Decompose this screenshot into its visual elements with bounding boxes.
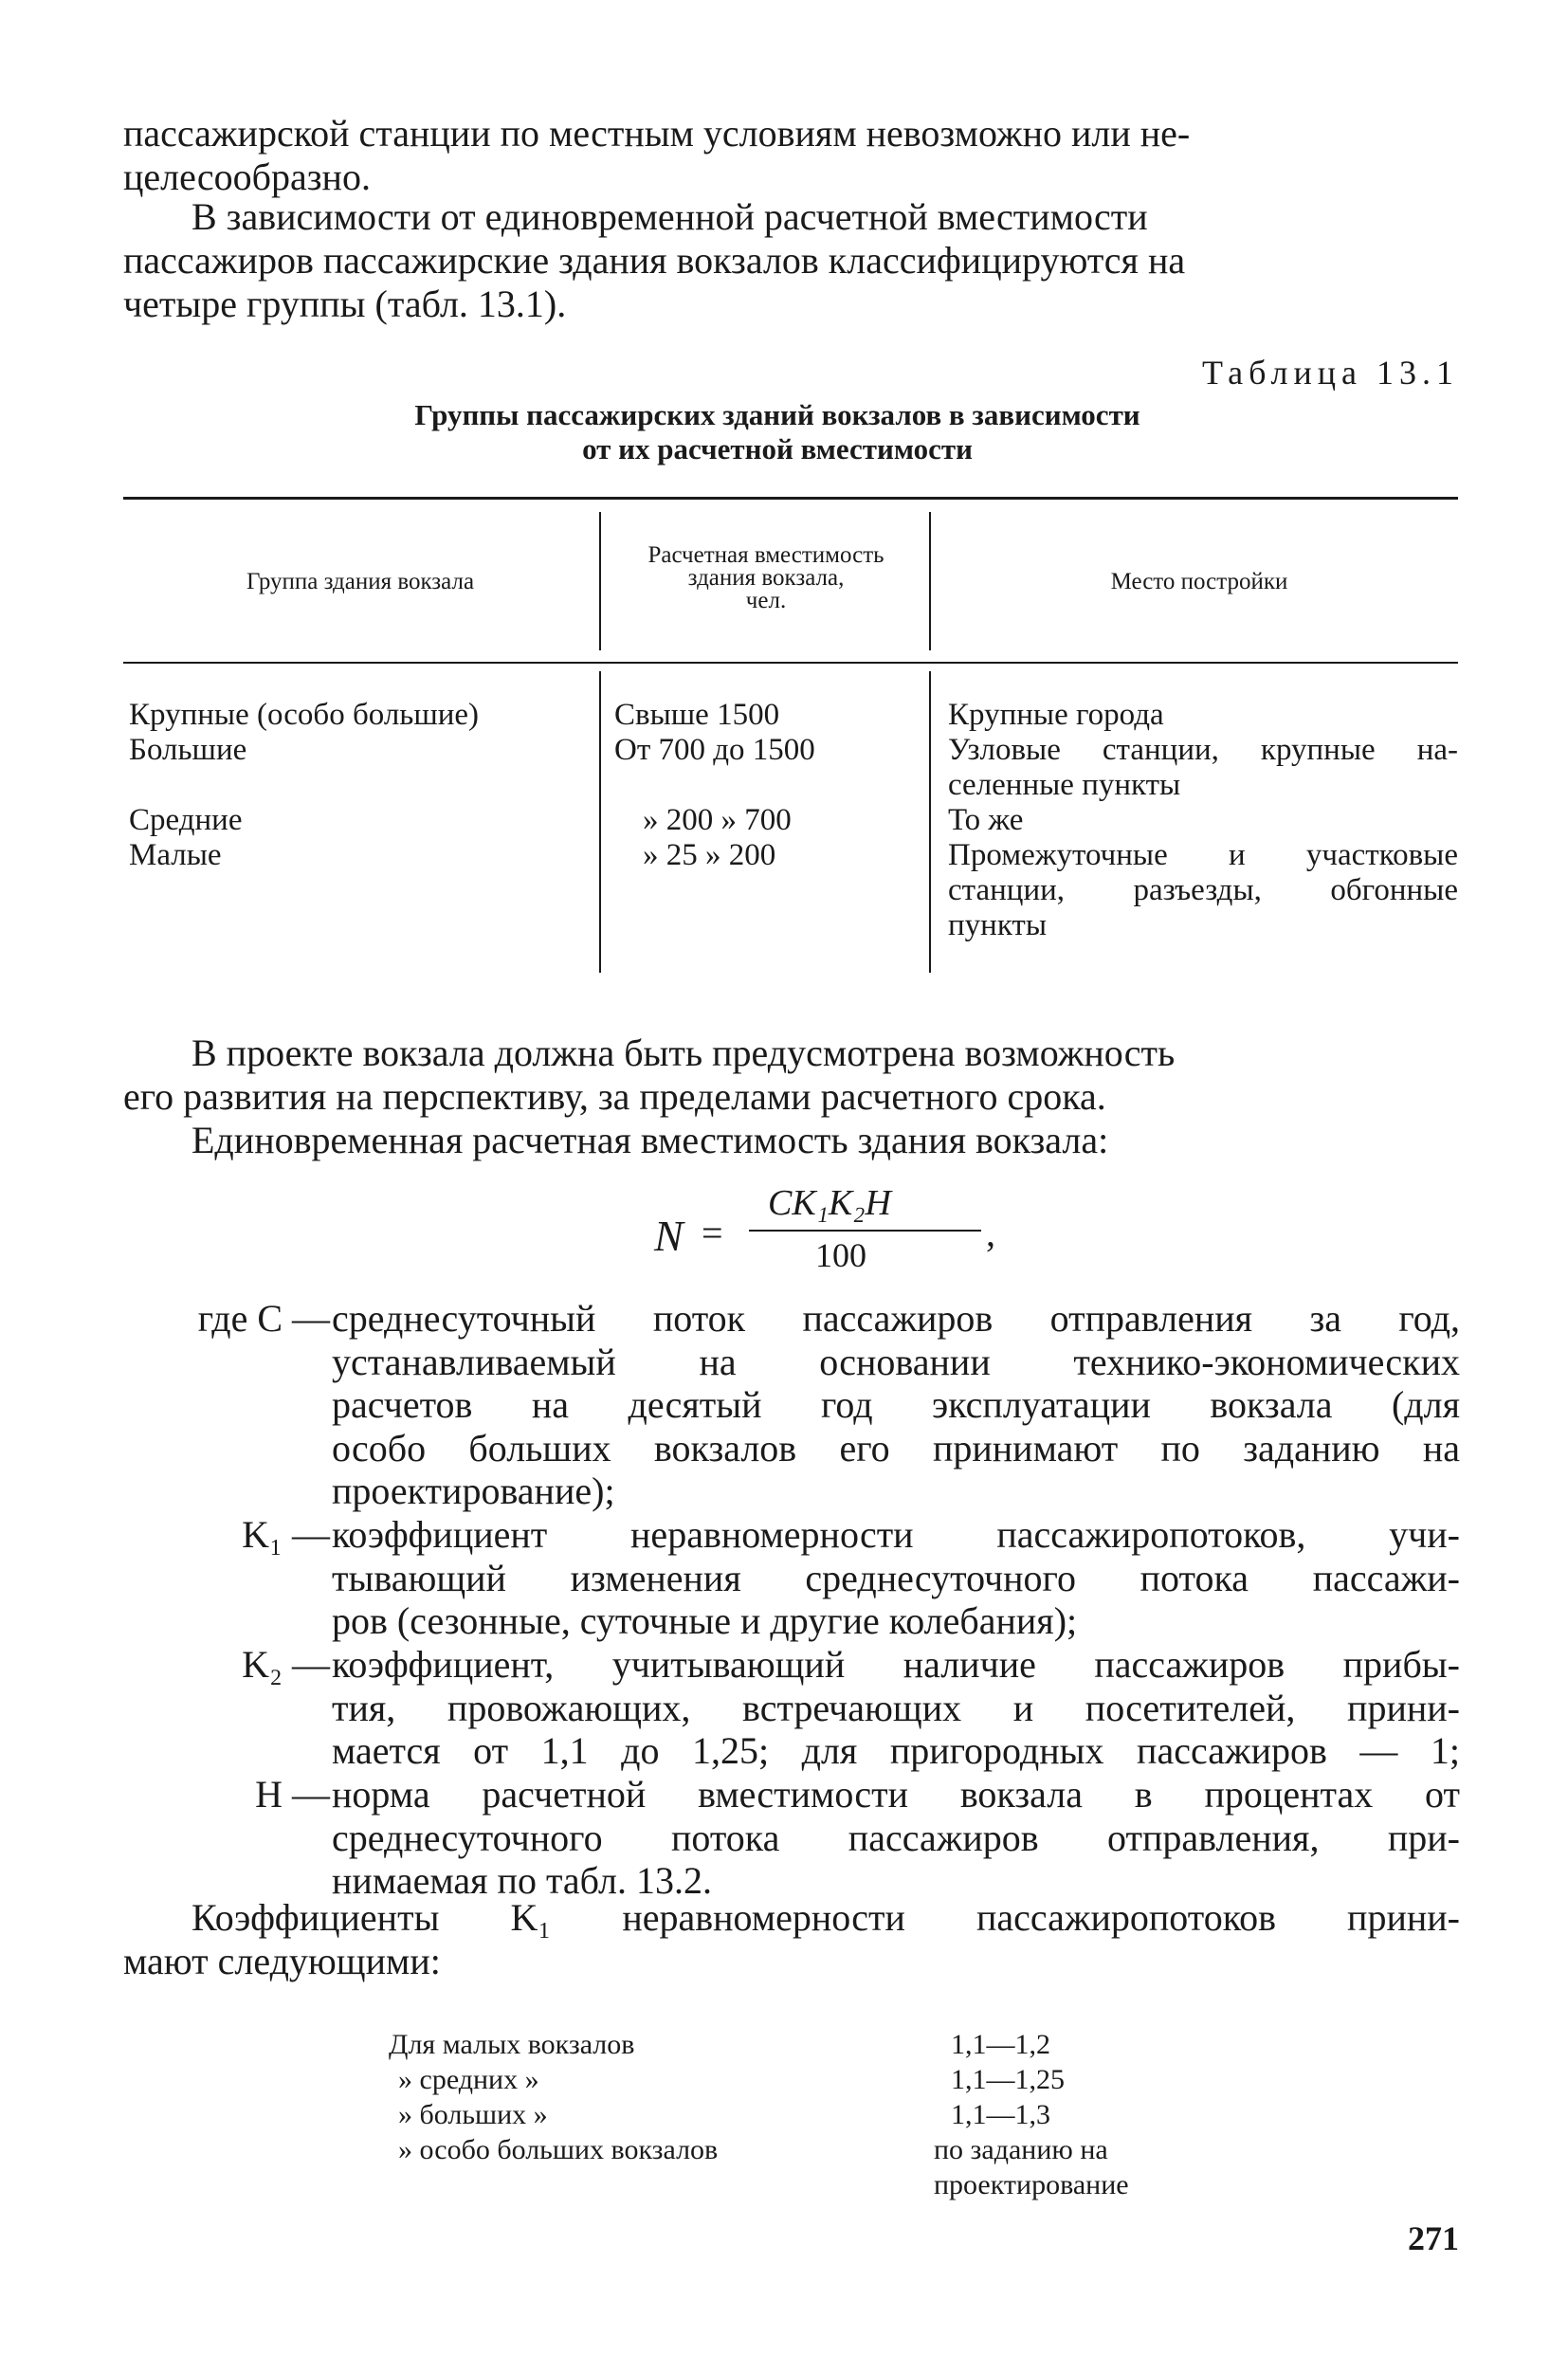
table-body-divider	[929, 671, 931, 973]
text-line	[123, 195, 1460, 239]
coefficient-label: » средних »	[398, 2064, 539, 2095]
text-line: нимаемая по табл. 13.2.	[332, 1859, 712, 1902]
text-line	[123, 1896, 1460, 1940]
formula-denominator: 100	[815, 1236, 866, 1274]
text-line: коэффициент неравномерности пассажиропотоков, учи-	[332, 1513, 1460, 1556]
fraction-bar	[749, 1230, 981, 1232]
text-line: мается от 1,1 до 1,25; для пригородных пассажиров — 1;	[332, 1729, 1460, 1772]
text-line: расчетов на десятый год эксплуатации вокзала (для	[332, 1383, 1460, 1426]
coefficient-value-extra: проектирование	[934, 2169, 1129, 2200]
definition-text-h	[332, 1773, 1460, 1903]
table-cell: Промежуточные и участковые	[948, 838, 1458, 872]
text-line: тия, провожающих, встречающих и посетителей, прини-	[332, 1686, 1460, 1729]
text-line: ров (сезонные, суточные и другие колебания);	[332, 1599, 1078, 1642]
paragraph-project	[123, 1031, 1460, 1162]
text-line: норма расчетной вместимости вокзала в процентах от	[332, 1773, 1460, 1816]
table-cell: От 700 до 1500	[614, 733, 815, 767]
table-header-divider	[599, 512, 601, 650]
table-body-divider	[599, 671, 601, 973]
definition-label-k1: K₁ —	[242, 1513, 330, 1556]
table-spacer	[129, 768, 593, 803]
table-cell: Малые	[129, 838, 222, 872]
header-capacity-line: здания вокзала,	[687, 565, 845, 591]
text-line: устанавливаемый на основании технико-экономических	[332, 1340, 1460, 1383]
text-line: пассажирской станции по местным условиям невозможно или не-	[123, 112, 1191, 155]
text-line	[123, 1119, 1460, 1162]
table-col-group	[129, 698, 593, 873]
definition-text-k1	[332, 1513, 1460, 1643]
table-title	[284, 398, 1270, 466]
table-cell: станции, разъезды, обгонные	[948, 873, 1458, 907]
table-caption-number: Таблица 13.1	[1202, 354, 1459, 392]
formula-numerator: CK₁K₂H	[768, 1183, 891, 1223]
text-line: коэффициент, учитывающий наличие пассажиров прибы-	[332, 1643, 1460, 1686]
table-top-rule	[123, 497, 1458, 500]
table-title-line: Группы пассажирских зданий вокзалов в зависимости	[414, 398, 1140, 431]
text-line: тывающий изменения среднесуточного потока пассажи-	[332, 1556, 1460, 1599]
coefficient-label: » больших »	[398, 2099, 548, 2130]
text-line-content: В проекте вокзала должна быть предусмотрена возможность	[191, 1031, 1176, 1074]
text-line	[123, 1031, 1460, 1075]
capacity-formula	[645, 1182, 995, 1277]
text-line: проектирование);	[332, 1469, 615, 1512]
header-location: Место постройки	[1110, 569, 1288, 594]
text-line-content: Коэффициенты K₁ неравномерности пассажиропотоков прини-	[191, 1896, 1460, 1939]
table-cell: Свыше 1500	[614, 698, 780, 732]
table-cell: » 25 » 200	[643, 838, 776, 872]
table-cell: Большие	[129, 733, 247, 767]
table-cell: селенные пункты	[948, 768, 1181, 802]
text-line: особо больших вокзалов его принимают по заданию на	[332, 1426, 1460, 1469]
coefficient-value: по заданию на	[934, 2134, 1108, 2165]
table-cell: Узловые станции, крупные на-	[948, 733, 1458, 767]
coefficient-values	[934, 2027, 1237, 2202]
definition-label-c: где C —	[197, 1297, 330, 1340]
coefficient-labels	[389, 2027, 882, 2167]
table-cell: Крупные (особо большие)	[129, 698, 480, 732]
definition-text-c	[332, 1297, 1460, 1513]
header-capacity-line: чел.	[745, 588, 787, 613]
table-spacer	[614, 768, 918, 803]
table-col-location	[948, 698, 1458, 943]
definition-label-k2: K₂ —	[242, 1643, 330, 1686]
page-number: 271	[1408, 2219, 1459, 2257]
coefficient-label: » особо больших вокзалов	[398, 2134, 719, 2165]
coefficient-label: Для малых вокзалов	[389, 2029, 635, 2060]
table-title-line: от их расчетной вместимости	[582, 432, 973, 465]
header-capacity-line: Расчетная вместимость	[647, 542, 884, 568]
coefficient-value: 1,1—1,25	[951, 2064, 1065, 2095]
text-line-content: В зависимости от единовременной расчетной вместимости	[191, 195, 1148, 238]
definition-text-k2	[332, 1643, 1460, 1773]
table-cell: » 200 » 700	[643, 803, 792, 837]
text-line: среднесуточный поток пассажиров отправления за год,	[332, 1297, 1460, 1340]
paragraph-classification	[123, 195, 1460, 326]
coefficient-value: 1,1—1,3	[951, 2099, 1050, 2130]
coefficient-value: 1,1—1,2	[951, 2029, 1050, 2060]
table-cell: То же	[948, 803, 1024, 837]
text-line: среднесуточного потока пассажиров отправления, при-	[332, 1816, 1460, 1859]
formula-comma: ,	[986, 1212, 995, 1254]
table-cell: Крупные города	[948, 698, 1164, 732]
table-header-rule	[123, 662, 1458, 664]
table-cell: пункты	[948, 908, 1048, 942]
table-col-capacity	[614, 698, 918, 873]
text-line: целесообразно.	[123, 155, 371, 198]
table-cell: Средние	[129, 803, 243, 837]
formula-lhs: N	[654, 1212, 684, 1260]
text-line-content: Единовременная расчетная вместимость здания вокзала:	[191, 1119, 1109, 1161]
text-line: его развития на перспективу, за пределами расчетного срока.	[123, 1075, 1106, 1118]
formula-equals: =	[702, 1212, 723, 1254]
text-line: четыре группы (табл. 13.1).	[123, 283, 567, 325]
header-group: Группа здания вокзала	[246, 569, 475, 594]
table-header-divider	[929, 512, 931, 650]
paragraph-continuation	[123, 112, 1460, 199]
paragraph-coefficients	[123, 1896, 1460, 1983]
header-capacity	[603, 544, 929, 612]
text-line: пассажиров пассажирские здания вокзалов классифицируются на	[123, 239, 1186, 282]
text-line: мают следующими:	[123, 1940, 441, 1982]
definition-label-h: H —	[255, 1773, 330, 1816]
